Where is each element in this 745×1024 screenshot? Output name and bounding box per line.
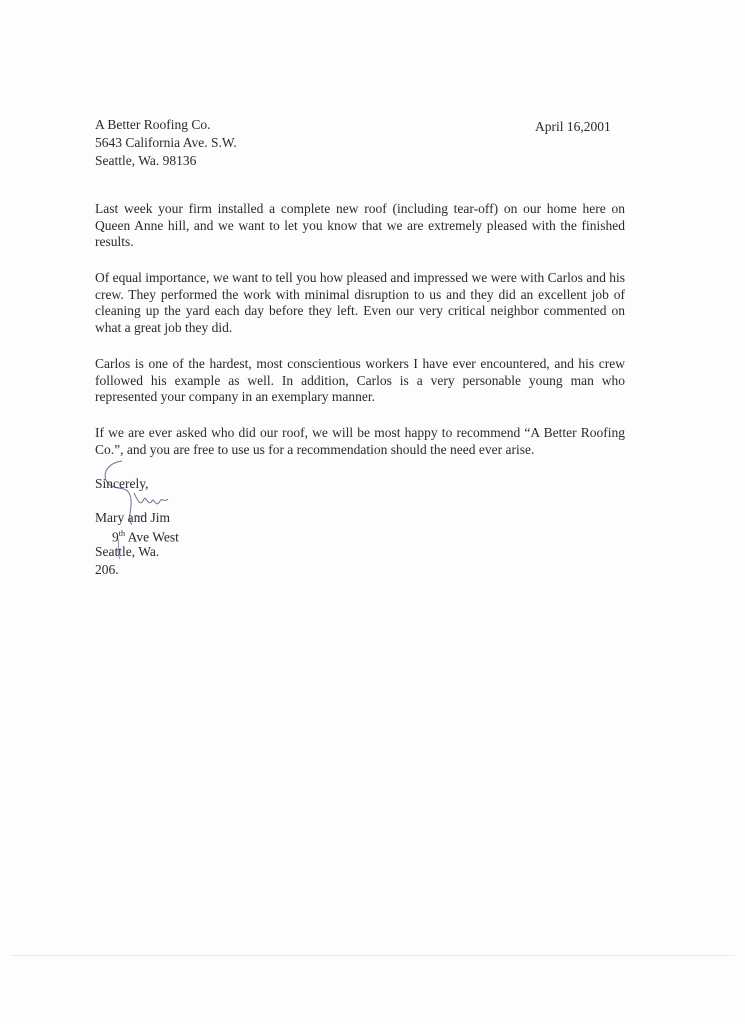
signer-names: Mary and Jim [95, 510, 170, 525]
body-paragraph-3: Carlos is one of the hardest, most conscientious workers I have ever encountered, and his crew followed his example as well. In addition, Carlos is a very personable young man who represented your company in an exemplary manner. [95, 356, 625, 404]
page-fold-line [10, 955, 735, 956]
signer-street-suffix: th [118, 529, 125, 538]
body-paragraph-2: Of equal importance, we want to tell you how pleased and impressed we were with Carlos and his crew. They performed the work with minimal disruption to us and they did an excellent job of cleaning up the yard each day before they left. Even our very critical neighbor commented on what a great job they did. [95, 270, 625, 335]
letter-date: April 16,2001 [535, 119, 611, 134]
signer-phone: 206. [95, 562, 119, 577]
closing-salutation: Sincerely, [95, 476, 149, 491]
sender-street: 5643 California Ave. S.W. [95, 135, 237, 150]
sender-company: A Better Roofing Co. [95, 117, 211, 132]
body-paragraph-1: Last week your firm installed a complete new roof (including tear-off) on our home here on Queen Anne hill, and we want to let you know that we are extremely pleased with the finished results. [95, 201, 625, 249]
signer-street-number: 9 [112, 529, 119, 545]
sender-address [95, 116, 237, 170]
body-paragraph-4: If we are ever asked who did our roof, we will be most happy to recommend “A Better Roofing Co.”, and you are free to use us for a recommendation should the need ever arise. [95, 425, 625, 457]
signer-city: Seattle, Wa. [95, 544, 160, 559]
sender-city: Seattle, Wa. 98136 [95, 153, 197, 168]
signer-street-name: Ave West [124, 529, 179, 545]
